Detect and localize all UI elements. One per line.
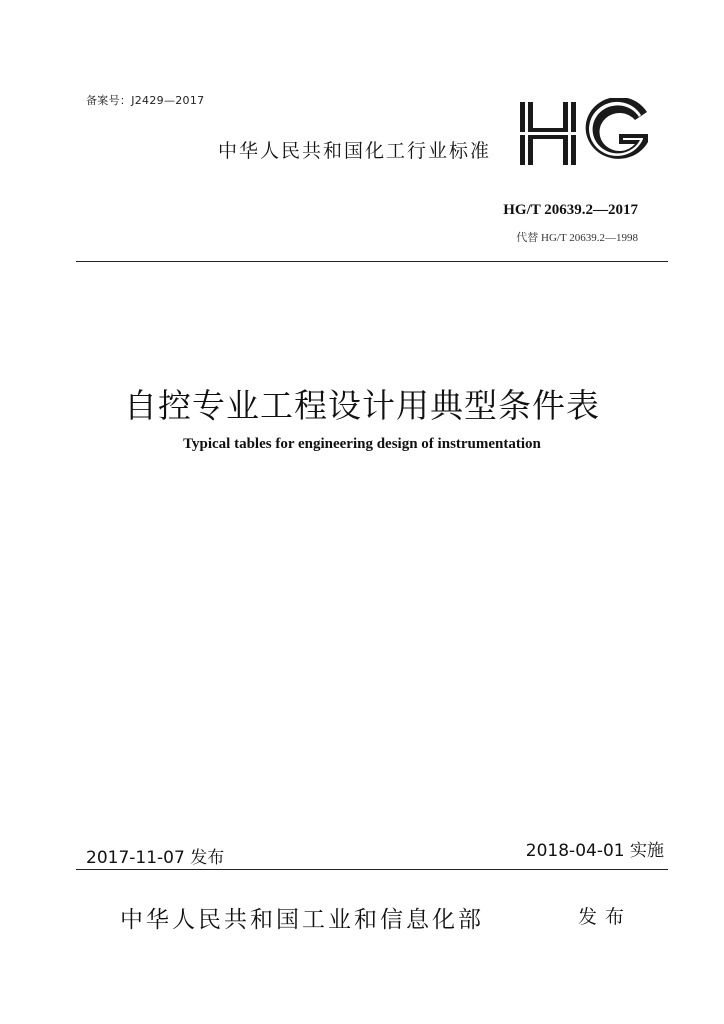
document-title-english: Typical tables for engineering design of instrumentation xyxy=(183,436,541,452)
standard-category-title: 中华人民共和国化工行业标准 xyxy=(218,140,492,162)
top-divider xyxy=(76,261,668,262)
standard-code: HG/T 20639.2—2017 xyxy=(503,202,638,218)
effective-date: 2018-04-01 实施 xyxy=(525,841,664,861)
replaces-standard: 代替 HG/T 20639.2—1998 xyxy=(516,232,638,244)
hg-logo-icon xyxy=(519,98,653,168)
issue-date: 2017-11-07 发布 xyxy=(86,848,225,868)
document-title: 自控专业工程设计用典型条件表 xyxy=(124,386,600,425)
bottom-divider xyxy=(76,869,668,870)
issue-label: 发布 xyxy=(578,906,633,928)
filing-number: 备案号：J2429—2017 xyxy=(86,94,205,107)
issuing-authority: 中华人民共和国工业和信息化部 xyxy=(120,907,484,933)
hg-logo xyxy=(519,98,653,168)
